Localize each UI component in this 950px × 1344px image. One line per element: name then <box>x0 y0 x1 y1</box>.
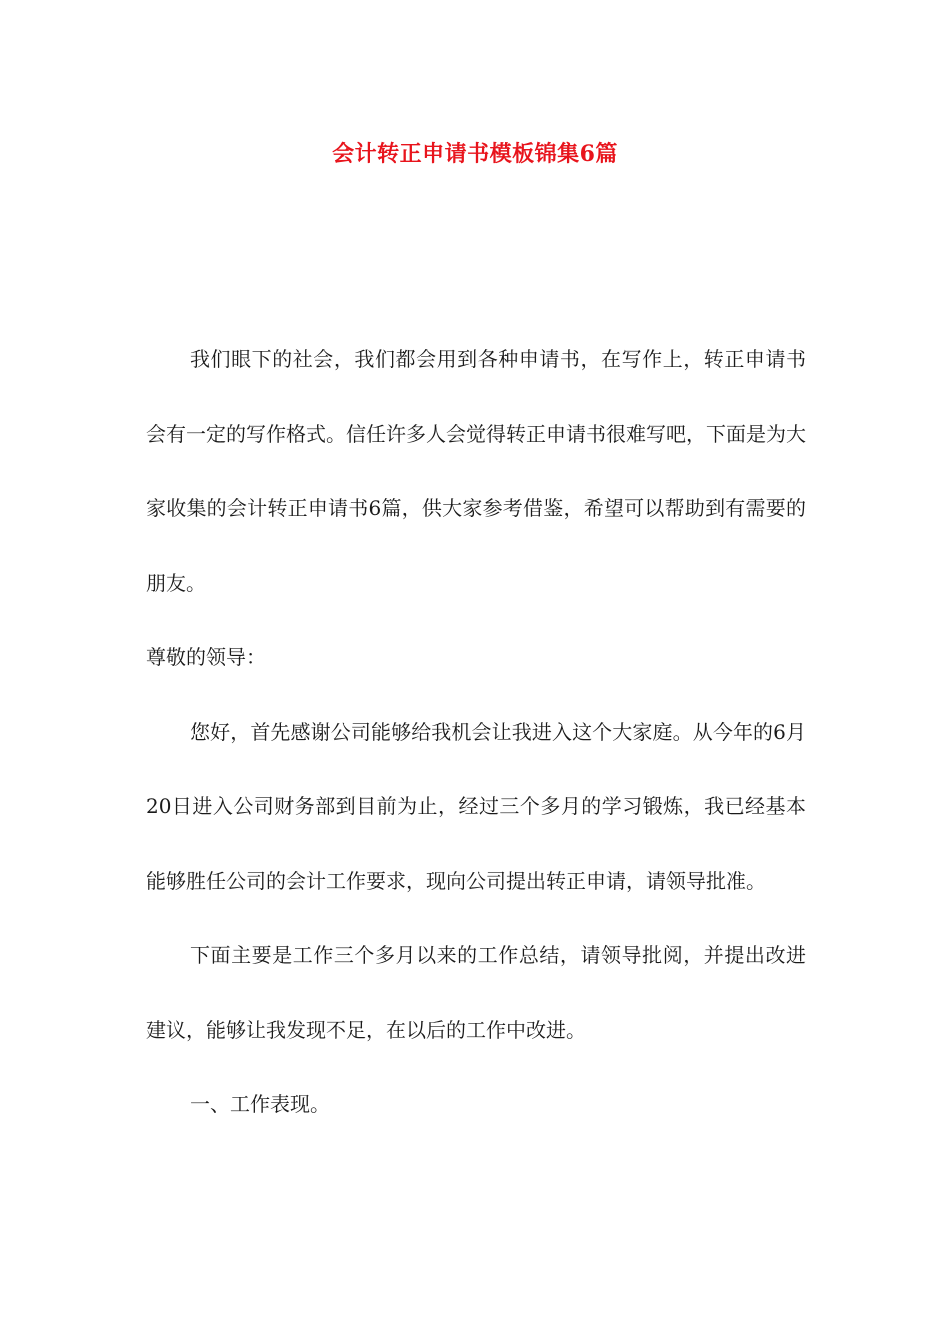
section-heading-work-performance: 一、工作表现。 <box>190 1092 330 1116</box>
document-title: 会计转正申请书模板锦集6篇 <box>332 141 618 167</box>
intro-paragraph: 我们眼下的社会，我们都会用到各种申请书，在写作上，转正申请书会有一定的写作格式。信任许多人会觉得转正申请书很难写吧，下面是为大家收集的会计转正申请书6篇，供大家参考借鉴，希望可以帮助到有需要的朋友。 <box>146 347 806 595</box>
salutation: 尊敬的领导： <box>146 645 266 669</box>
greeting-paragraph: 您好，首先感谢公司能够给我机会让我进入这个大家庭。从今年的6月20日进入公司财务部到目前为止，经过三个多月的学习锻炼，我已经基本能够胜任公司的会计工作要求，现向公司提出转正申请，请领导批准。 <box>146 719 806 893</box>
document-body <box>146 322 806 1142</box>
summary-paragraph: 下面主要是工作三个多月以来的工作总结，请领导批阅，并提出改进建议，能够让我发现不足，在以后的工作中改进。 <box>146 943 806 1042</box>
